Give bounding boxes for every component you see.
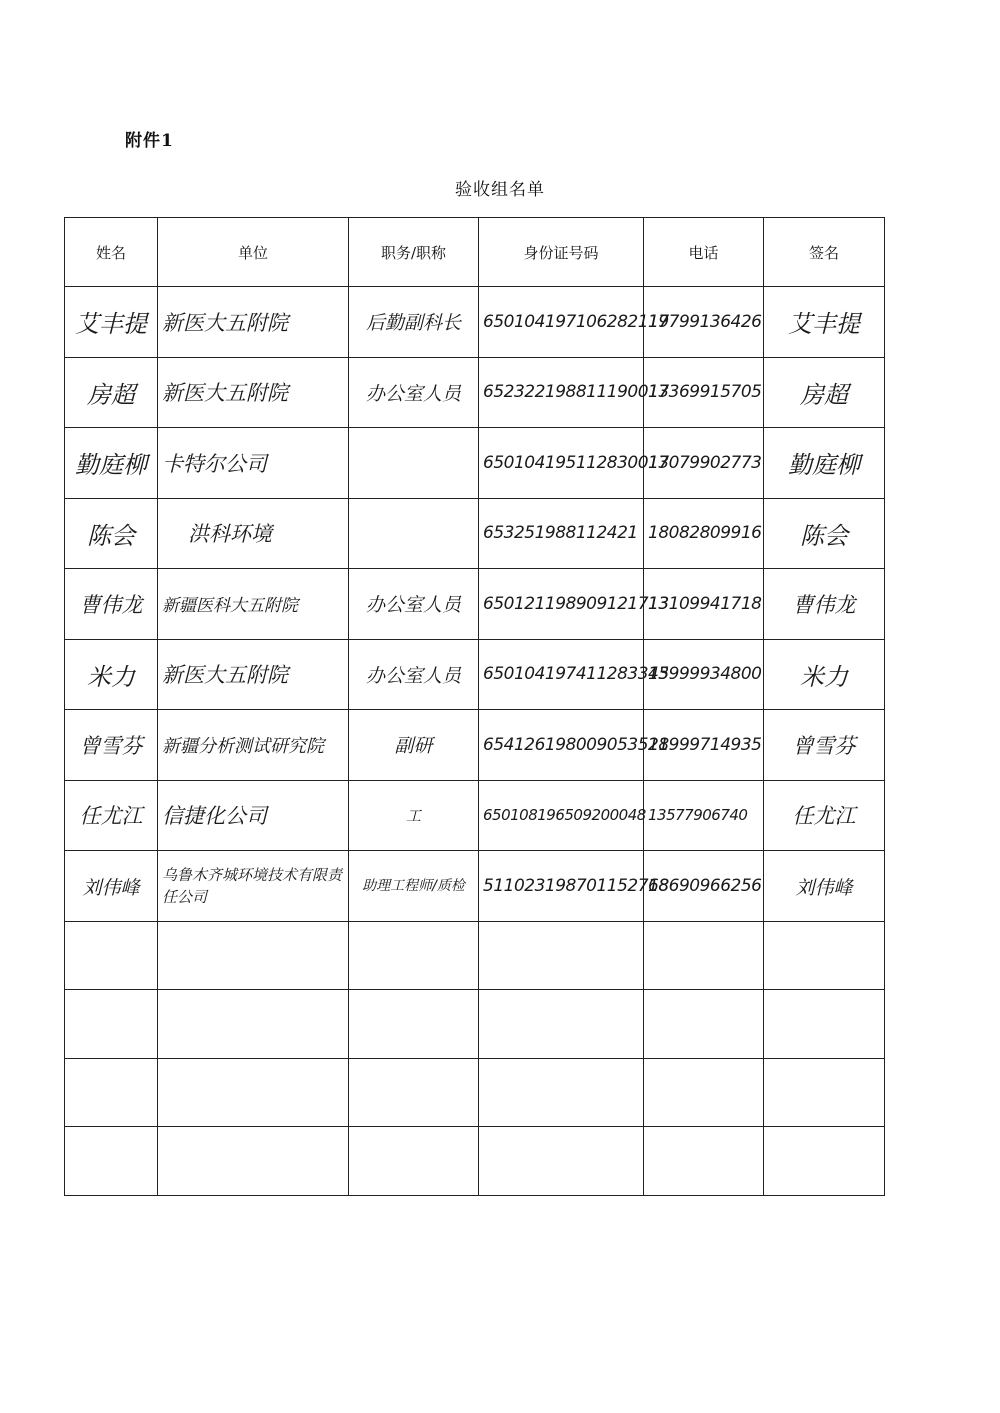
- cell-role: 办公室人员: [349, 569, 479, 640]
- cell-name: 勤庭柳: [65, 428, 158, 499]
- cell-unit: 新医大五附院: [158, 357, 349, 428]
- cell-id-number: 650104197106282119: [479, 287, 644, 358]
- cell-unit: 卡特尔公司: [158, 428, 349, 499]
- cell-role: 工: [349, 780, 479, 851]
- cell-signature: 房超: [764, 357, 885, 428]
- cell-name: 陈会: [65, 498, 158, 569]
- cell-id-number: 511023198701152768: [479, 851, 644, 922]
- header-name: 姓名: [65, 218, 158, 287]
- cell-phone: 13369915705: [644, 357, 764, 428]
- cell-unit: 新医大五附院: [158, 287, 349, 358]
- document-title: 验收组名单: [455, 180, 545, 200]
- header-role: 职务/职称: [349, 218, 479, 287]
- empty-row: [65, 921, 885, 990]
- cell-signature: 米力: [764, 639, 885, 710]
- table-row: [65, 639, 885, 710]
- cell-phone: 17799136426: [644, 287, 764, 358]
- table-row: [65, 851, 885, 922]
- cell-id-number: 650104195112830017: [479, 428, 644, 499]
- header-phone: 电话: [644, 218, 764, 287]
- cell-role: [349, 498, 479, 569]
- cell-unit: 信捷化公司: [158, 780, 349, 851]
- cell-signature: 曹伟龙: [764, 569, 885, 640]
- cell-name: 艾丰提: [65, 287, 158, 358]
- cell-name: 任尤江: [65, 780, 158, 851]
- cell-id-number: 653251988112421: [479, 498, 644, 569]
- cell-unit: 新医大五附院: [158, 639, 349, 710]
- cell-role: 副研: [349, 710, 479, 781]
- cell-id-number: 650104197411283345: [479, 639, 644, 710]
- table-header-row: [65, 218, 885, 287]
- attachment-label: 附件1: [125, 131, 174, 151]
- cell-role: [349, 428, 479, 499]
- header-signature: 签名: [764, 218, 885, 287]
- cell-id-number: 650108196509200048: [479, 780, 644, 851]
- cell-id-number: 654126198009053521: [479, 710, 644, 781]
- cell-signature: 勤庭柳: [764, 428, 885, 499]
- cell-unit: 新疆分析测试研究院: [158, 710, 349, 781]
- cell-signature: 陈会: [764, 498, 885, 569]
- table-row: [65, 357, 885, 428]
- cell-name: 米力: [65, 639, 158, 710]
- cell-signature: 曾雪芬: [764, 710, 885, 781]
- acceptance-team-table: [64, 217, 885, 1196]
- cell-signature: 任尤江: [764, 780, 885, 851]
- cell-name: 房超: [65, 357, 158, 428]
- cell-unit: 乌鲁木齐城环境技术有限责任公司: [158, 851, 349, 922]
- table-row: [65, 287, 885, 358]
- cell-role: 助理工程师/质检: [349, 851, 479, 922]
- cell-role: 办公室人员: [349, 639, 479, 710]
- cell-phone: 18999714935: [644, 710, 764, 781]
- cell-unit: 洪科环境: [158, 498, 349, 569]
- cell-name: 曾雪芬: [65, 710, 158, 781]
- table-row: [65, 710, 885, 781]
- cell-name: 曹伟龙: [65, 569, 158, 640]
- table-row: [65, 780, 885, 851]
- cell-phone: 13109941718: [644, 569, 764, 640]
- header-unit: 单位: [158, 218, 349, 287]
- cell-phone: 18082809916: [644, 498, 764, 569]
- header-id-number: 身份证号码: [479, 218, 644, 287]
- cell-role: 后勤副科长: [349, 287, 479, 358]
- table-row: [65, 428, 885, 499]
- table-row: [65, 569, 885, 640]
- table-row: [65, 498, 885, 569]
- cell-phone: 13079902773: [644, 428, 764, 499]
- cell-phone: 13577906740: [644, 780, 764, 851]
- cell-signature: 艾丰提: [764, 287, 885, 358]
- cell-id-number: 650121198909121713: [479, 569, 644, 640]
- cell-phone: 18690966256: [644, 851, 764, 922]
- empty-row: [65, 1058, 885, 1127]
- cell-id-number: 652322198811190017: [479, 357, 644, 428]
- cell-role: 办公室人员: [349, 357, 479, 428]
- empty-row: [65, 1127, 885, 1196]
- cell-name: 刘伟峰: [65, 851, 158, 922]
- cell-phone: 13999934800: [644, 639, 764, 710]
- empty-row: [65, 990, 885, 1059]
- cell-signature: 刘伟峰: [764, 851, 885, 922]
- cell-unit: 新疆医科大五附院: [158, 569, 349, 640]
